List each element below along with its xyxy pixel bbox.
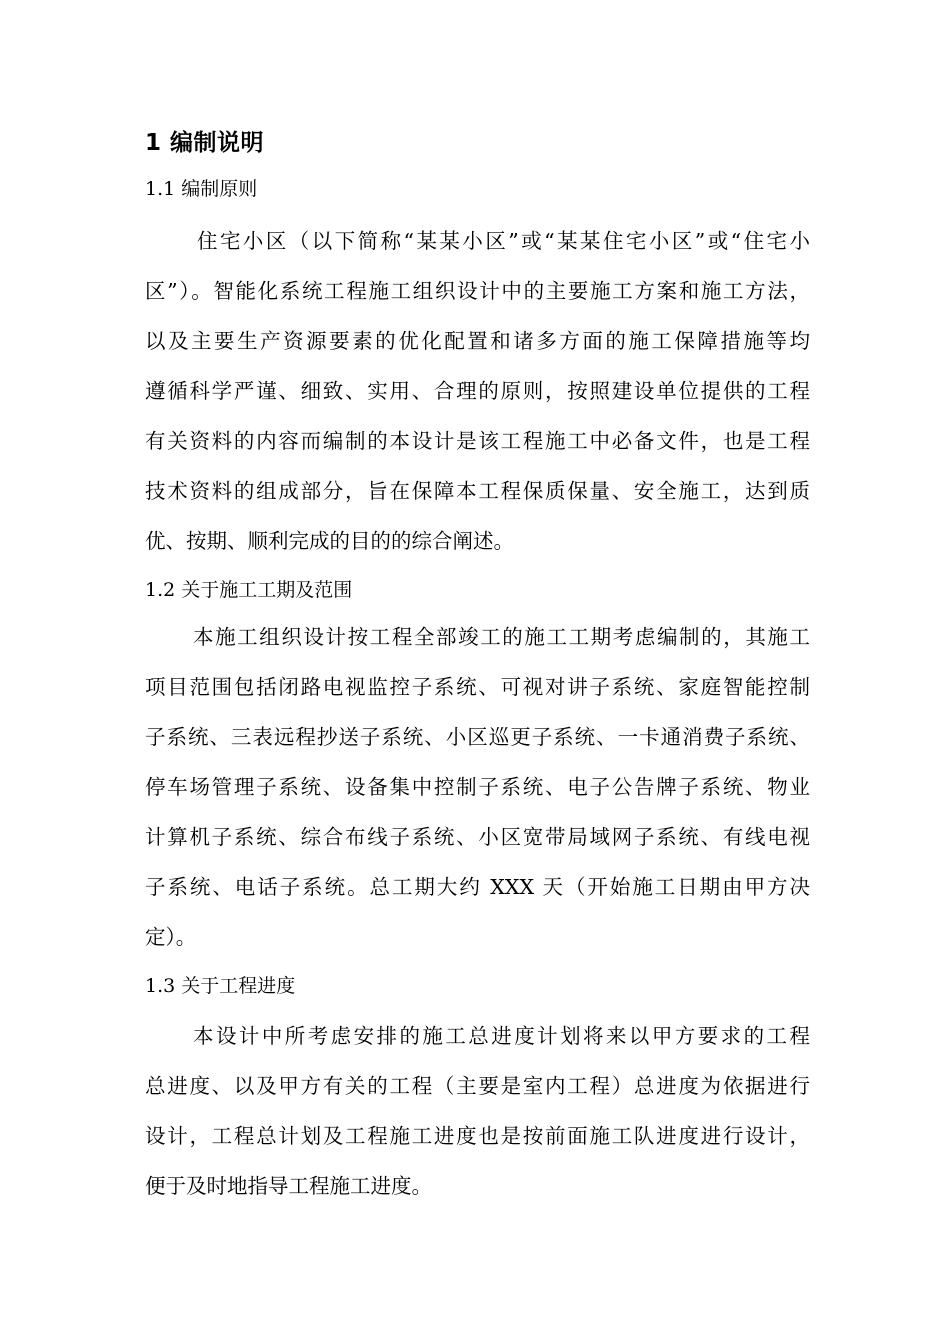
paragraph-line: 住宅小区（以下简称“某某小区”或“某某住宅小区”或“住宅小 — [197, 229, 810, 253]
paragraph-line: 定）。 — [145, 925, 197, 949]
paragraph-line: 本设计中所考虑安排的施工总进度计划将来以甲方要求的工程 — [193, 1024, 810, 1048]
paragraph-line: 项目范围包括闭路电视监控子系统、可视对讲子系统、家庭智能控制 — [145, 675, 810, 699]
paragraph-line: 有关资料的内容而编制的本设计是该工程施工中必备文件，也是工程 — [145, 429, 810, 453]
paragraph-line: 优、按期、顺利完成的目的的综合阐述。 — [145, 529, 514, 553]
section-heading-1-2: 1.2 关于施工工期及范围 — [145, 579, 353, 601]
chapter-heading: 1 编制说明 — [145, 130, 265, 156]
paragraph-line: 子系统、电话子系统。总工期大约 XXX 天（开始施工日期由甲方决 — [145, 875, 810, 899]
section-paragraph-1-3 — [145, 1011, 810, 1211]
section-paragraph-1-2 — [145, 612, 810, 962]
paragraph-line: 设计，工程总计划及工程施工进度也是按前面施工队进度进行设计， — [145, 1124, 810, 1148]
paragraph-line: 遵循科学严谨、细致、实用、合理的原则，按照建设单位提供的工程 — [145, 379, 810, 403]
paragraph-line: 以及主要生产资源要素的优化配置和诸多方面的施工保障措施等均 — [145, 329, 810, 353]
paragraph-line: 本施工组织设计按工程全部竣工的施工工期考虑编制的，其施工 — [193, 625, 810, 649]
section-heading-1-3: 1.3 关于工程进度 — [145, 975, 296, 997]
paragraph-line: 计算机子系统、综合布线子系统、小区宽带局域网子系统、有线电视 — [145, 825, 810, 849]
section-heading-1-1: 1.1 编制原则 — [145, 178, 258, 200]
paragraph-line: 停车场管理子系统、设备集中控制子系统、电子公告牌子系统、物业 — [145, 775, 810, 799]
section-paragraph-1-1 — [145, 216, 810, 566]
paragraph-line: 技术资料的组成部分，旨在保障本工程保质保量、安全施工，达到质 — [145, 479, 810, 503]
paragraph-line: 总进度、以及甲方有关的工程（主要是室内工程）总进度为依据进行 — [145, 1074, 810, 1098]
paragraph-line: 区”）。智能化系统工程施工组织设计中的主要施工方案和施工方法， — [145, 279, 810, 303]
paragraph-line: 便于及时地指导工程施工进度。 — [145, 1174, 432, 1198]
paragraph-line: 子系统、三表远程抄送子系统、小区巡更子系统、一卡通消费子系统、 — [145, 725, 810, 749]
